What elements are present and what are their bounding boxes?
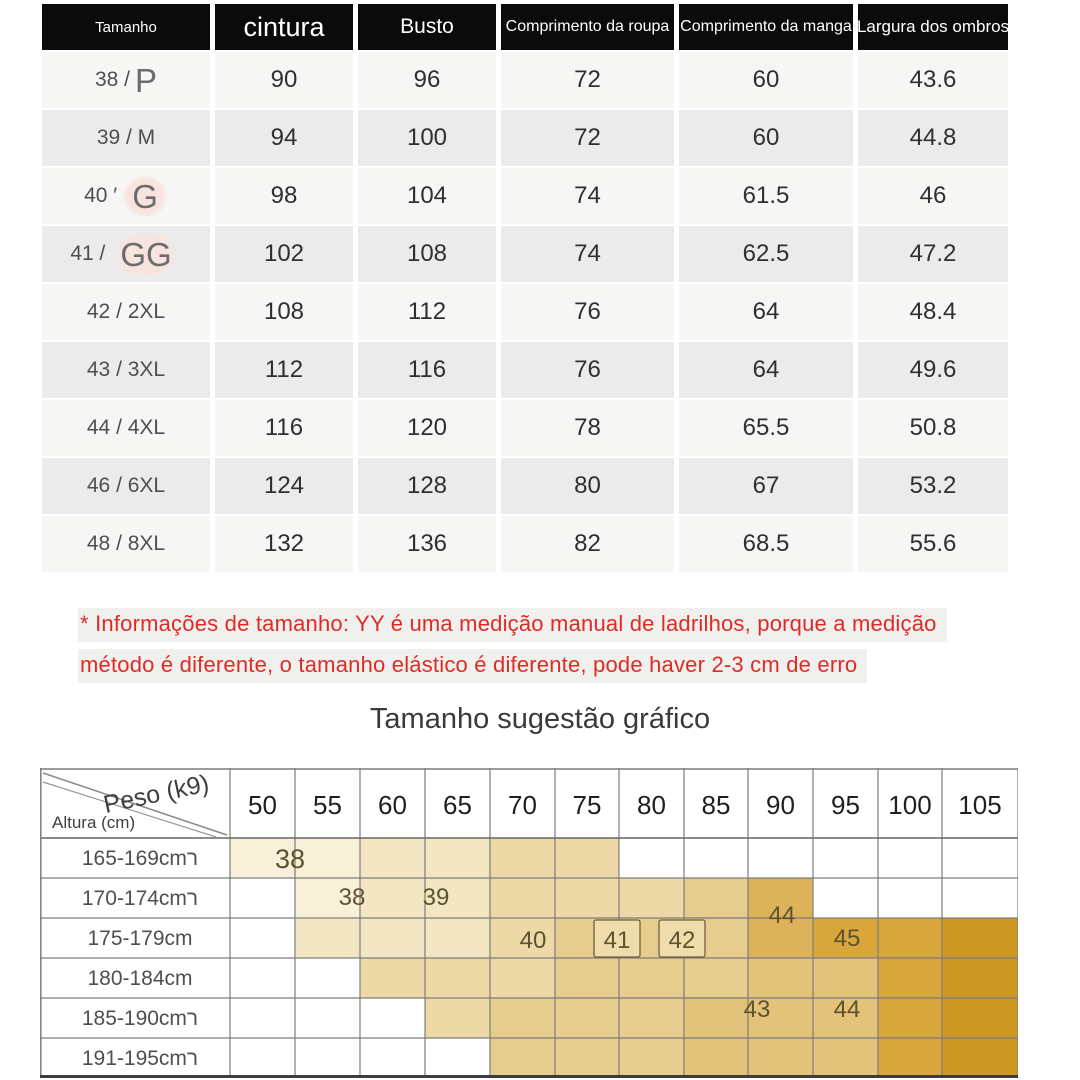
value-cell: 116 — [215, 400, 353, 456]
value-cell: 120 — [358, 400, 496, 456]
value-cell: 108 — [215, 284, 353, 340]
height-tick: 185-190cmר — [81, 1007, 199, 1030]
heatmap-cell — [490, 998, 555, 1038]
value-cell: 60 — [679, 52, 853, 108]
heatmap-cell — [878, 998, 942, 1038]
size-annotation: 41 — [603, 927, 631, 954]
heatmap-cell — [619, 958, 684, 998]
value-cell: 61.5 — [679, 168, 853, 224]
col-header-busto: Busto — [358, 4, 496, 50]
value-cell: 55.6 — [858, 516, 1008, 572]
height-tick: 191-195cmר — [81, 1047, 199, 1070]
value-cell: 94 — [215, 110, 353, 166]
size-cell — [42, 458, 210, 514]
size-annotation: 45 — [833, 925, 861, 952]
weight-tick: 90 — [766, 790, 795, 820]
size-cell — [42, 342, 210, 398]
heatmap-cell — [555, 878, 619, 918]
note-line-1: * Informações de tamanho: YY é uma medição manual de ladrilhos, porque a medição — [78, 608, 947, 642]
size-annotation: 40 — [519, 927, 547, 954]
suggestion-chart-svg — [40, 768, 1018, 1078]
height-tick: 170-174cmר — [81, 887, 199, 910]
size-label: 42 / 2XL — [86, 300, 166, 323]
value-cell: 78 — [501, 400, 674, 456]
size-label: 48 / 8XL — [86, 532, 166, 555]
heatmap-cell — [425, 958, 490, 998]
size-cell — [42, 52, 210, 108]
value-cell: 76 — [501, 284, 674, 340]
value-cell: 82 — [501, 516, 674, 572]
heatmap-cell — [360, 878, 425, 918]
col-header-largura-ombros: Largura dos ombros — [858, 4, 1008, 50]
heatmap-cell — [619, 998, 684, 1038]
heatmap-cell — [684, 878, 748, 918]
heatmap-cell — [490, 878, 555, 918]
value-cell: 74 — [501, 168, 674, 224]
note-line-2: método é diferente, o tamanho elástico é diferente, pode haver 2-3 cm de erro — [78, 649, 867, 683]
size-cell — [42, 516, 210, 572]
heatmap-cell — [748, 1038, 813, 1078]
size-label: 46 / 6XL — [86, 474, 166, 497]
value-cell: 76 — [501, 342, 674, 398]
size-cell — [42, 400, 210, 456]
heatmap-cell — [295, 918, 360, 958]
heatmap-cell — [555, 1038, 619, 1078]
weight-tick: 55 — [313, 790, 342, 820]
value-cell: 49.6 — [858, 342, 1008, 398]
value-cell: 67 — [679, 458, 853, 514]
suggestion-chart-title: Tamanho sugestão gráfico — [369, 703, 711, 735]
size-label: 44 / 4XL — [86, 416, 166, 439]
value-cell: 50.8 — [858, 400, 1008, 456]
heatmap-cell — [684, 1038, 748, 1078]
value-cell: 68.5 — [679, 516, 853, 572]
weight-tick: 95 — [831, 790, 860, 820]
value-cell: 104 — [358, 168, 496, 224]
size-label: 38 / — [94, 68, 130, 91]
value-cell: 62.5 — [679, 226, 853, 282]
heatmap-cell — [490, 1038, 555, 1078]
heatmap-cell — [555, 838, 619, 878]
size-annotation: 42 — [668, 927, 696, 954]
heatmap-cell — [555, 958, 619, 998]
weight-tick: 100 — [888, 790, 932, 820]
size-note — [78, 608, 1028, 690]
value-cell: 53.2 — [858, 458, 1008, 514]
value-cell: 46 — [858, 168, 1008, 224]
size-label: 43 / 3XL — [86, 358, 166, 381]
size-cell — [42, 284, 210, 340]
value-cell: 44.8 — [858, 110, 1008, 166]
weight-tick: 85 — [701, 790, 731, 820]
value-cell: 116 — [358, 342, 496, 398]
size-annotation: 39 — [422, 884, 450, 911]
value-cell: 112 — [358, 284, 496, 340]
value-cell: 72 — [501, 52, 674, 108]
size-cell — [42, 226, 210, 282]
heatmap-cell — [619, 878, 684, 918]
value-cell: 90 — [215, 52, 353, 108]
value-cell: 100 — [358, 110, 496, 166]
heatmap-cell — [360, 838, 425, 878]
heatmap-cell — [360, 958, 425, 998]
heatmap-cell — [942, 1038, 1018, 1078]
size-annotation: 44 — [768, 902, 796, 929]
value-cell: 102 — [215, 226, 353, 282]
value-cell: 128 — [358, 458, 496, 514]
size-table — [42, 4, 1008, 572]
heatmap-cell — [878, 1038, 942, 1078]
size-label: 40 ′ — [84, 184, 118, 207]
value-cell: 112 — [215, 342, 353, 398]
value-cell: 43.6 — [858, 52, 1008, 108]
col-header-comprimento-manga: Comprimento da manga — [679, 4, 853, 50]
size-annotation: 43 — [743, 996, 771, 1023]
size-label-large: GG — [110, 234, 181, 275]
heatmap-cell — [555, 998, 619, 1038]
weight-tick: 105 — [958, 790, 1002, 820]
heatmap-cell — [490, 838, 555, 878]
value-cell: 108 — [358, 226, 496, 282]
heatmap-cell — [942, 918, 1018, 958]
x-axis-label: Peso (k9) — [101, 769, 212, 819]
heatmap-cell — [425, 918, 490, 958]
height-tick: 180-184cm — [87, 967, 193, 990]
heatmap-cell — [684, 958, 748, 998]
value-cell: 60 — [679, 110, 853, 166]
weight-tick: 50 — [248, 790, 277, 820]
size-annotation: 44 — [833, 996, 861, 1023]
heatmap-cell — [425, 838, 490, 878]
heatmap-cell — [619, 1038, 684, 1078]
heatmap-cell — [813, 1038, 878, 1078]
weight-tick: 60 — [378, 790, 407, 820]
value-cell: 132 — [215, 516, 353, 572]
weight-tick: 80 — [637, 790, 666, 820]
value-cell: 74 — [501, 226, 674, 282]
heatmap-cell — [942, 998, 1018, 1038]
heatmap-cell — [942, 958, 1018, 998]
size-annotation: 38 — [338, 884, 366, 911]
value-cell: 80 — [501, 458, 674, 514]
size-label-large: P — [135, 61, 158, 99]
value-cell: 96 — [358, 52, 496, 108]
size-label-large: G — [122, 176, 168, 217]
heatmap-cell — [684, 998, 748, 1038]
size-annotation: 38 — [274, 844, 306, 874]
value-cell: 64 — [679, 284, 853, 340]
size-label: 41 / — [70, 242, 106, 265]
value-cell: 136 — [358, 516, 496, 572]
col-header-comprimento-roupa: Comprimento da roupa — [501, 4, 674, 50]
heatmap-cell — [490, 958, 555, 998]
value-cell: 64 — [679, 342, 853, 398]
value-cell: 48.4 — [858, 284, 1008, 340]
value-cell: 72 — [501, 110, 674, 166]
heatmap-cell — [748, 958, 813, 998]
heatmap-cell — [360, 918, 425, 958]
value-cell: 98 — [215, 168, 353, 224]
value-cell: 124 — [215, 458, 353, 514]
value-cell: 65.5 — [679, 400, 853, 456]
size-cell — [42, 168, 210, 224]
suggestion-chart — [40, 768, 1018, 1078]
weight-tick: 75 — [572, 790, 602, 820]
heatmap-cell — [878, 918, 942, 958]
heatmap-cell — [425, 998, 490, 1038]
heatmap-cell — [878, 958, 942, 998]
weight-tick: 65 — [443, 790, 472, 820]
size-cell — [42, 110, 210, 166]
value-cell: 47.2 — [858, 226, 1008, 282]
height-tick: 175-179cm — [87, 927, 193, 950]
col-header-cintura: cintura — [215, 4, 353, 50]
weight-tick: 70 — [508, 790, 537, 820]
y-axis-label: Altura (cm) — [52, 813, 136, 832]
col-header-tamanho: Tamanho — [42, 4, 210, 50]
heatmap-cell — [813, 958, 878, 998]
height-tick: 165-169cmר — [81, 847, 199, 870]
size-label: 39 / M — [96, 126, 156, 149]
